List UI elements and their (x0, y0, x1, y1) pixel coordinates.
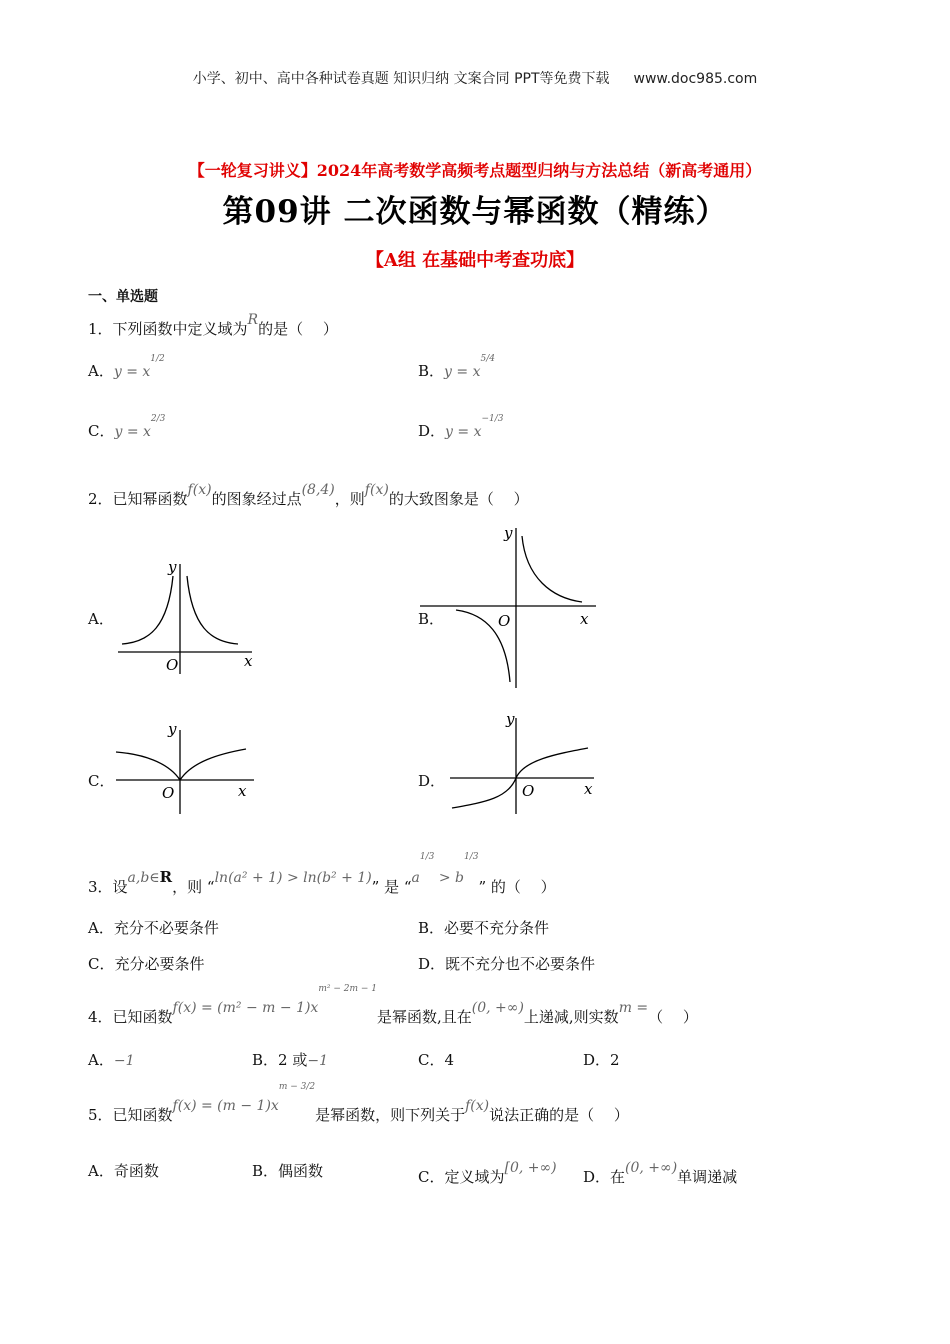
q2-stem-post: 的大致图象是（ ） (388, 490, 529, 508)
q5-option-a[interactable]: A．奇函数 (88, 1162, 159, 1180)
group-title: 【A组 在基础中考查功底】 (365, 250, 585, 271)
q5-fx: f(x) (465, 1098, 490, 1114)
graph-b-x-label: x (580, 610, 589, 628)
q1-option-c[interactable] (88, 414, 166, 441)
q5-stem-pre: 5．已知函数 (88, 1106, 173, 1124)
q3-option-c[interactable]: C．充分必要条件 (88, 955, 205, 973)
graph-c-x-label: x (238, 782, 247, 800)
q2-graph-a[interactable] (110, 556, 260, 678)
q2-graph-b[interactable] (412, 518, 602, 690)
header-text: 小学、初中、高中各种试卷真题 知识归纳 文案合同 PPT等免费下载 (192, 71, 610, 87)
graph-b-origin: O (498, 612, 511, 630)
q4-stem-post: （ ） (648, 1008, 698, 1026)
q3-stem-mid2: ” 是 “ (371, 878, 412, 896)
q1-c-label: C． (88, 422, 115, 440)
q1-a-label: A． (88, 362, 114, 380)
section-title: 一、单选题 (88, 289, 158, 305)
q5-stem-post: 说法正确的是（ ） (489, 1106, 629, 1124)
graph-c-right-curve (180, 749, 246, 780)
q2-option-a-label[interactable]: A． (88, 610, 114, 628)
q1-c-math: $y = x^{2/3}$ (114, 414, 166, 440)
graph-b-right-curve (522, 536, 582, 602)
question-5 (88, 1082, 629, 1125)
q3-option-d[interactable]: D．既不充分也不必要条件 (418, 955, 596, 973)
question-4 (88, 984, 698, 1027)
graph-d-x-label: x (584, 780, 593, 798)
q4-interval: (0, +∞) (471, 1000, 524, 1016)
question-2 (88, 482, 529, 509)
q2-point: (8,4) (301, 482, 335, 498)
q4-stem-pre: 4．已知函数 (88, 1008, 173, 1026)
q2-fx-2: f(x) (364, 482, 389, 498)
graph-d-left-curve (452, 778, 516, 808)
graph-c-left-curve (116, 752, 180, 780)
graph-a-origin: O (166, 656, 179, 674)
q2-option-d-label[interactable]: D． (418, 772, 446, 790)
q3-condition-1: ln(a² + 1) > ln(b² + 1) (214, 870, 372, 886)
graph-a-right-curve (187, 576, 238, 644)
q5-option-c[interactable]: C．定义域为[0, +∞) (418, 1160, 557, 1186)
q4-var: m = (618, 1000, 649, 1016)
q4-option-b[interactable]: B．2 或−1 (252, 1051, 328, 1069)
q3-real-symbol: R (159, 868, 173, 886)
q1-b-math: $y = x^{5/4}$ (444, 354, 495, 380)
question-3 (88, 852, 556, 897)
q1-symbol: R (247, 312, 259, 328)
series-title: 【一轮复习讲义】2024年高考数学高频考点题型归纳与方法总结（新高考通用） (188, 161, 762, 180)
graph-d-origin: O (522, 782, 535, 800)
q3-vars: a,b∈ (127, 870, 160, 886)
q5-option-d[interactable]: D．在(0, +∞)单调递减 (583, 1160, 738, 1186)
q3-option-a[interactable]: A．充分不必要条件 (88, 919, 219, 937)
q4-option-d[interactable]: D．2 (583, 1051, 620, 1069)
q3-option-b[interactable]: B．必要不充分条件 (418, 919, 550, 937)
q2-graph-c[interactable] (112, 716, 260, 816)
graph-d-right-curve (516, 748, 588, 778)
q2-stem-pre: 2．已知幂函数 (88, 490, 188, 508)
q3-condition-2: $a^{1/3} > b^{1/3}$ (411, 852, 479, 886)
q3-stem-pre: 3．设 (88, 878, 128, 896)
q1-option-b[interactable] (418, 354, 495, 381)
q1-option-a[interactable] (88, 354, 165, 381)
graph-a-y-label: y (168, 558, 177, 576)
graph-c-y-label: y (168, 720, 177, 738)
graph-a-x-label: x (244, 652, 253, 670)
q2-option-b-label[interactable]: B． (418, 610, 445, 628)
graph-c-origin: O (162, 784, 175, 802)
q3-stem-mid: ，则 “ (172, 878, 215, 896)
page-title: 第09讲 二次函数与幂函数（精练） (222, 194, 728, 230)
page-header (0, 68, 950, 88)
q1-b-label: B． (418, 362, 445, 380)
q2-graph-d[interactable] (446, 706, 598, 816)
graph-d-y-label: y (506, 710, 515, 728)
header-site[interactable]: www.doc985.com (633, 71, 758, 87)
q2-stem-mid2: ，则 (334, 490, 365, 508)
q2-stem-mid: 的图象经过点 (211, 490, 302, 508)
q1-option-d[interactable] (418, 414, 504, 441)
q1-a-math: $y = x^{1/2}$ (113, 354, 165, 380)
graph-b-y-label: y (504, 524, 513, 542)
q2-fx-1: f(x) (187, 482, 212, 498)
q4-stem-mid: 是幂函数,且在 (377, 1008, 472, 1026)
q1-stem-pre: 1．下列函数中定义域为 (88, 320, 248, 338)
q5-stem-mid: 是幂函数，则下列关于 (315, 1106, 466, 1124)
question-1 (88, 312, 338, 339)
q3-stem-post: ” 的（ ） (478, 878, 556, 896)
graph-a-left-curve (122, 576, 173, 644)
q5-expression: $f(x) = (m - 1)x^{m - 3/2}$ (172, 1082, 316, 1114)
q4-option-c[interactable]: C．4 (418, 1051, 455, 1069)
q1-stem-post: 的是（ ） (258, 320, 338, 338)
q5-option-b[interactable]: B．偶函数 (252, 1162, 324, 1180)
q1-d-label: D． (418, 422, 446, 440)
q1-d-math: $y = x^{-1/3}$ (445, 414, 504, 440)
q4-stem-mid2: 上递减,则实数 (523, 1008, 619, 1026)
q4-expression: $f(x) = (m^2 - m - 1)x^{m^2 - 2m - 1}$ (172, 984, 377, 1016)
q2-option-c-label[interactable]: C． (88, 772, 115, 790)
q4-option-a[interactable]: A．−1 (88, 1051, 135, 1069)
